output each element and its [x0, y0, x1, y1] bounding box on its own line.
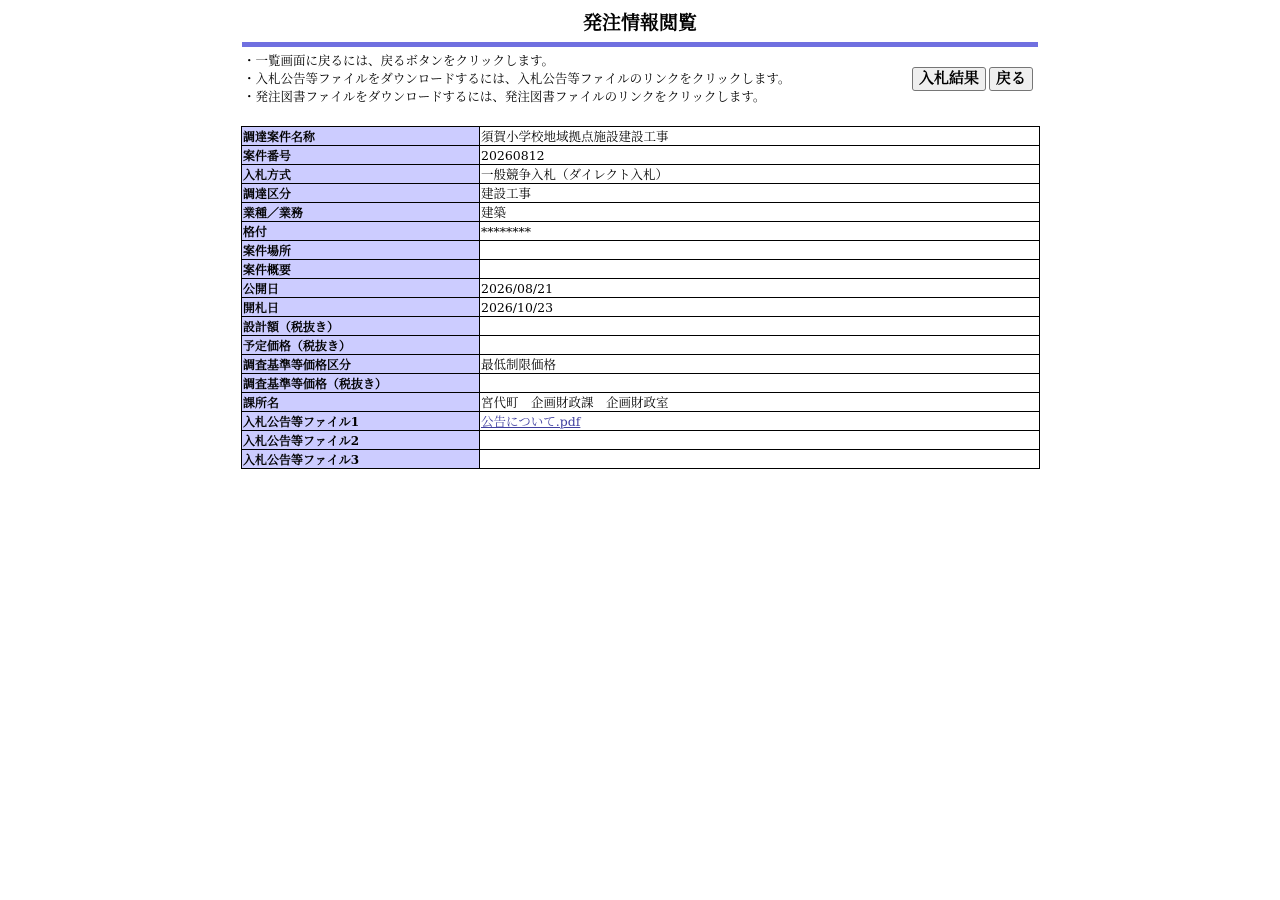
row-label: 業種／業務 — [242, 203, 480, 222]
table-row — [242, 393, 1040, 412]
row-value — [480, 412, 1040, 431]
order-info-table — [241, 126, 1040, 469]
table-row — [242, 355, 1040, 374]
table-row — [242, 241, 1040, 260]
row-value: ******** — [480, 222, 1040, 241]
instructions — [243, 52, 893, 106]
action-buttons — [912, 67, 1033, 91]
instruction-drawing-file: ・発注図書ファイルをダウンロードするには、発注図書ファイルのリンクをクリックします。 — [243, 89, 766, 104]
row-value: 一般競争入札（ダイレクト入札） — [480, 165, 1040, 184]
row-value: 須賀小学校地域拠点施設建設工事 — [480, 127, 1040, 146]
row-label: 調査基準等価格（税抜き） — [242, 374, 480, 393]
row-value: 2026/10/23 — [480, 298, 1040, 317]
table-row — [242, 279, 1040, 298]
row-label: 案件概要 — [242, 260, 480, 279]
notice-file-1-link[interactable]: 公告について.pdf — [481, 414, 581, 429]
row-label: 公開日 — [242, 279, 480, 298]
row-label: 入札公告等ファイル1 — [242, 412, 480, 431]
row-value: 建築 — [480, 203, 1040, 222]
table-row — [242, 146, 1040, 165]
page-title: 発注情報閲覧 — [582, 13, 697, 34]
row-label: 調達区分 — [242, 184, 480, 203]
table-row — [242, 431, 1040, 450]
instruction-back: ・一覧画面に戻るには、戻るボタンをクリックします。 — [243, 53, 555, 68]
instruction-notice-file: ・入札公告等ファイルをダウンロードするには、入札公告等ファイルのリンクをクリックします。 — [243, 71, 791, 86]
row-label: 設計額（税抜き） — [242, 317, 480, 336]
row-value — [480, 317, 1040, 336]
row-value — [480, 431, 1040, 450]
row-value — [480, 260, 1040, 279]
row-value: 2026/08/21 — [480, 279, 1040, 298]
row-label: 入札公告等ファイル2 — [242, 431, 480, 450]
row-value — [480, 450, 1040, 469]
bid-result-button[interactable]: 入札結果 — [912, 67, 986, 91]
row-label: 開札日 — [242, 298, 480, 317]
table-row — [242, 412, 1040, 431]
row-value: 建設工事 — [480, 184, 1040, 203]
table-row — [242, 165, 1040, 184]
row-label: 入札方式 — [242, 165, 480, 184]
table-row — [242, 127, 1040, 146]
title-divider — [242, 42, 1038, 47]
row-label: 格付 — [242, 222, 480, 241]
row-value — [480, 241, 1040, 260]
row-label: 案件場所 — [242, 241, 480, 260]
table-row — [242, 184, 1040, 203]
row-value — [480, 336, 1040, 355]
row-value: 宮代町 企画財政課 企画財政室 — [480, 393, 1040, 412]
table-row — [242, 203, 1040, 222]
table-row — [242, 260, 1040, 279]
row-value — [480, 374, 1040, 393]
table-row — [242, 336, 1040, 355]
table-row — [242, 450, 1040, 469]
table-row — [242, 298, 1040, 317]
row-value: 20260812 — [480, 146, 1040, 165]
row-label: 調達案件名称 — [242, 127, 480, 146]
row-label: 課所名 — [242, 393, 480, 412]
table-row — [242, 222, 1040, 241]
row-label: 調査基準等価格区分 — [242, 355, 480, 374]
back-button[interactable]: 戻る — [989, 67, 1033, 91]
row-label: 予定価格（税抜き） — [242, 336, 480, 355]
row-value: 最低制限価格 — [480, 355, 1040, 374]
row-label: 案件番号 — [242, 146, 480, 165]
table-row — [242, 317, 1040, 336]
table-row — [242, 374, 1040, 393]
row-label: 入札公告等ファイル3 — [242, 450, 480, 469]
